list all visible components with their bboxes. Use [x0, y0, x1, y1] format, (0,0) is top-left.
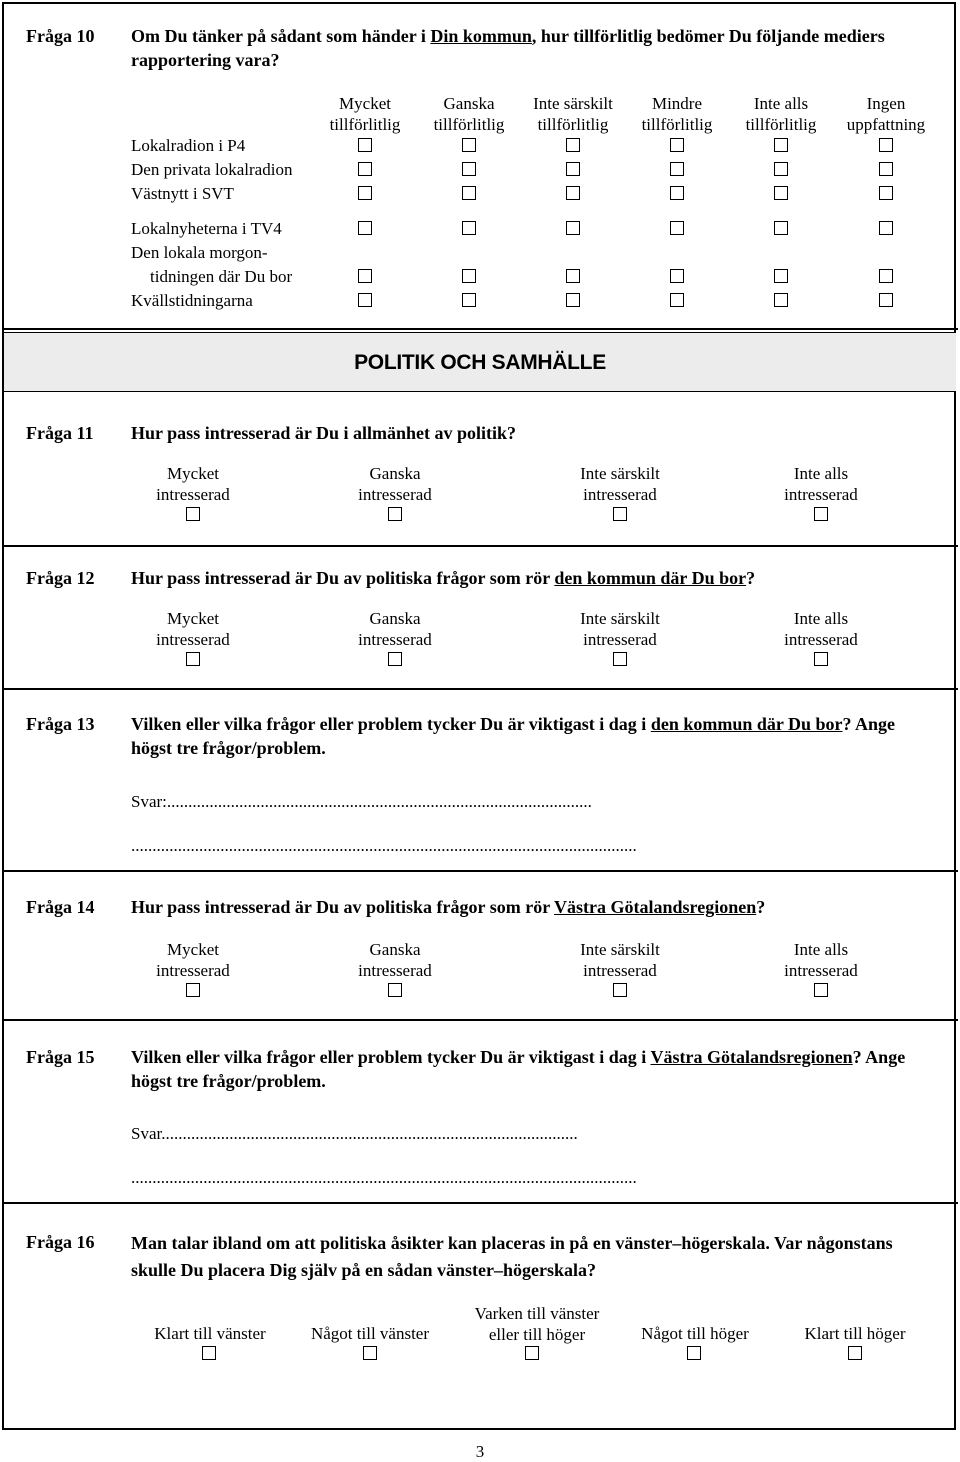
q10-checkbox[interactable] — [462, 269, 476, 283]
q14-checkbox[interactable] — [814, 983, 828, 997]
q10-checkbox[interactable] — [566, 186, 580, 200]
q11-option-label: Mycket intresserad — [156, 464, 230, 504]
q10-checkbox[interactable] — [566, 293, 580, 307]
q11-option-label: Inte alls intresserad — [784, 464, 858, 504]
q16-option-label: Något till höger — [641, 1324, 749, 1343]
q11-checkbox[interactable] — [814, 507, 828, 521]
q10-checkbox[interactable] — [566, 162, 580, 176]
q16-checkbox[interactable] — [525, 1346, 539, 1360]
q13-answer-line[interactable]: Svar:.................................................................................................... — [131, 792, 592, 811]
q10-checkbox[interactable] — [566, 221, 580, 235]
q10-col-label: Mycket tillförlitlig — [329, 94, 401, 134]
q10-checkbox[interactable] — [358, 269, 372, 283]
q10-number: Fråga 10 — [26, 26, 95, 46]
q16-checkbox[interactable] — [687, 1346, 701, 1360]
q12-option-label: Ganska intresserad — [358, 609, 432, 649]
divider — [2, 328, 958, 330]
q12-checkbox[interactable] — [814, 652, 828, 666]
q10-checkbox[interactable] — [774, 138, 788, 152]
q10-row-label: Lokalnyheterna i TV4 — [131, 219, 282, 238]
q10-checkbox[interactable] — [879, 221, 893, 235]
q12-checkbox[interactable] — [388, 652, 402, 666]
q10-col-label: Inte särskilt tillförlitlig — [533, 94, 613, 134]
q16-option-label: Klart till vänster — [154, 1324, 266, 1343]
q16-number: Fråga 16 — [26, 1232, 95, 1252]
q13-answer-line[interactable]: ....................................................................................................................... — [131, 836, 637, 855]
q16-option-label: Klart till höger — [804, 1324, 906, 1343]
q13-text: Vilken eller vilka frågor eller problem tycker Du är viktigast i dag i den kommun där Du bor? Ange högst tre frågor/problem. — [131, 714, 896, 758]
q13-number: Fråga 13 — [26, 714, 95, 734]
q16-option-label: Något till vänster — [310, 1324, 430, 1343]
q10-col-label: Ingen uppfattning — [846, 94, 926, 134]
divider — [2, 870, 958, 872]
q11-number: Fråga 11 — [26, 423, 94, 443]
q10-checkbox[interactable] — [879, 293, 893, 307]
divider — [2, 1019, 958, 1021]
q12-text: Hur pass intresserad är Du av politiska frågor som rör den kommun där Du bor? — [131, 568, 756, 588]
q10-col-label: Inte alls tillförlitlig — [745, 94, 817, 134]
q15-text: Vilken eller vilka frågor eller problem tycker Du är viktigast i dag i Västra Götalandsregionen? Ange högst tre frågor/problem. — [131, 1047, 906, 1091]
q14-option-label: Ganska intresserad — [358, 940, 432, 980]
q12-option-label: Inte särskilt intresserad — [580, 609, 660, 649]
q10-checkbox[interactable] — [774, 162, 788, 176]
q10-col-label: Ganska tillförlitlig — [433, 94, 505, 134]
q10-checkbox[interactable] — [358, 138, 372, 152]
divider — [2, 688, 958, 690]
q10-checkbox[interactable] — [566, 138, 580, 152]
q15-answer-line[interactable]: Svar.................................................................................................. — [131, 1124, 578, 1143]
q14-checkbox[interactable] — [613, 983, 627, 997]
q12-checkbox[interactable] — [613, 652, 627, 666]
page-number: 3 — [475, 1442, 485, 1461]
q10-checkbox[interactable] — [670, 221, 684, 235]
q10-checkbox[interactable] — [774, 186, 788, 200]
q10-row-label: Kvällstidningarna — [131, 291, 253, 310]
q12-checkbox[interactable] — [186, 652, 200, 666]
q10-checkbox[interactable] — [879, 186, 893, 200]
q10-checkbox[interactable] — [774, 221, 788, 235]
q10-checkbox[interactable] — [462, 162, 476, 176]
q10-checkbox[interactable] — [358, 293, 372, 307]
q11-checkbox[interactable] — [388, 507, 402, 521]
q10-checkbox[interactable] — [670, 162, 684, 176]
divider — [2, 1202, 958, 1204]
q10-row-label: Den privata lokalradion — [131, 160, 293, 179]
divider — [2, 545, 958, 547]
q10-row-label: Lokalradion i P4 — [131, 136, 246, 155]
q10-row-label: Västnytt i SVT — [131, 184, 234, 203]
q10-checkbox[interactable] — [462, 186, 476, 200]
q10-checkbox[interactable] — [670, 138, 684, 152]
q10-checkbox[interactable] — [879, 269, 893, 283]
q11-checkbox[interactable] — [186, 507, 200, 521]
q15-answer-line[interactable]: ....................................................................................................................... — [131, 1168, 637, 1187]
q16-checkbox[interactable] — [848, 1346, 862, 1360]
q12-option-label: Mycket intresserad — [156, 609, 230, 649]
q10-checkbox[interactable] — [462, 293, 476, 307]
q10-checkbox[interactable] — [358, 221, 372, 235]
q11-text: Hur pass intresserad är Du i allmänhet av politik? — [131, 423, 517, 443]
q10-checkbox[interactable] — [358, 186, 372, 200]
q14-option-label: Inte alls intresserad — [784, 940, 858, 980]
q12-number: Fråga 12 — [26, 568, 95, 588]
q10-checkbox[interactable] — [879, 138, 893, 152]
q14-option-label: Mycket intresserad — [156, 940, 230, 980]
q10-checkbox[interactable] — [462, 221, 476, 235]
q10-text: Om Du tänker på sådant som händer i Din kommun, hur tillförlitlig bedömer Du följande mediers rapportering vara? — [131, 26, 885, 70]
q14-option-label: Inte särskilt intresserad — [580, 940, 660, 980]
q14-number: Fråga 14 — [26, 897, 95, 917]
q10-checkbox[interactable] — [670, 269, 684, 283]
q15-number: Fråga 15 — [26, 1047, 95, 1067]
q12-option-label: Inte alls intresserad — [784, 609, 858, 649]
q11-checkbox[interactable] — [613, 507, 627, 521]
q16-checkbox[interactable] — [363, 1346, 377, 1360]
q11-option-label: Ganska intresserad — [358, 464, 432, 504]
q16-checkbox[interactable] — [202, 1346, 216, 1360]
q14-text: Hur pass intresserad är Du av politiska frågor som rör Västra Götalandsregionen? — [131, 897, 766, 917]
q10-checkbox[interactable] — [358, 162, 372, 176]
q10-checkbox[interactable] — [670, 293, 684, 307]
q14-checkbox[interactable] — [186, 983, 200, 997]
q16-option-label: Varken till vänster eller till höger — [474, 1304, 600, 1344]
q16-text: Man talar ibland om att politiska åsikter kan placeras in på en vänster–högerskala. Var någonstans skulle Du placera Dig själv på en sådan vänster–högerskala? — [131, 1233, 893, 1280]
q10-checkbox[interactable] — [879, 162, 893, 176]
q10-row-label: tidningen där Du bor — [150, 267, 293, 286]
q11-option-label: Inte särskilt intresserad — [580, 464, 660, 504]
section-title: POLITIK OCH SAMHÄLLE — [4, 332, 956, 392]
q10-row-label: Den lokala morgon- — [131, 243, 268, 262]
q10-checkbox[interactable] — [462, 138, 476, 152]
q10-col-label: Mindre tillförlitlig — [641, 94, 713, 134]
q10-checkbox[interactable] — [774, 293, 788, 307]
q10-checkbox[interactable] — [670, 186, 684, 200]
q10-checkbox[interactable] — [566, 269, 580, 283]
q14-checkbox[interactable] — [388, 983, 402, 997]
q10-checkbox[interactable] — [774, 269, 788, 283]
